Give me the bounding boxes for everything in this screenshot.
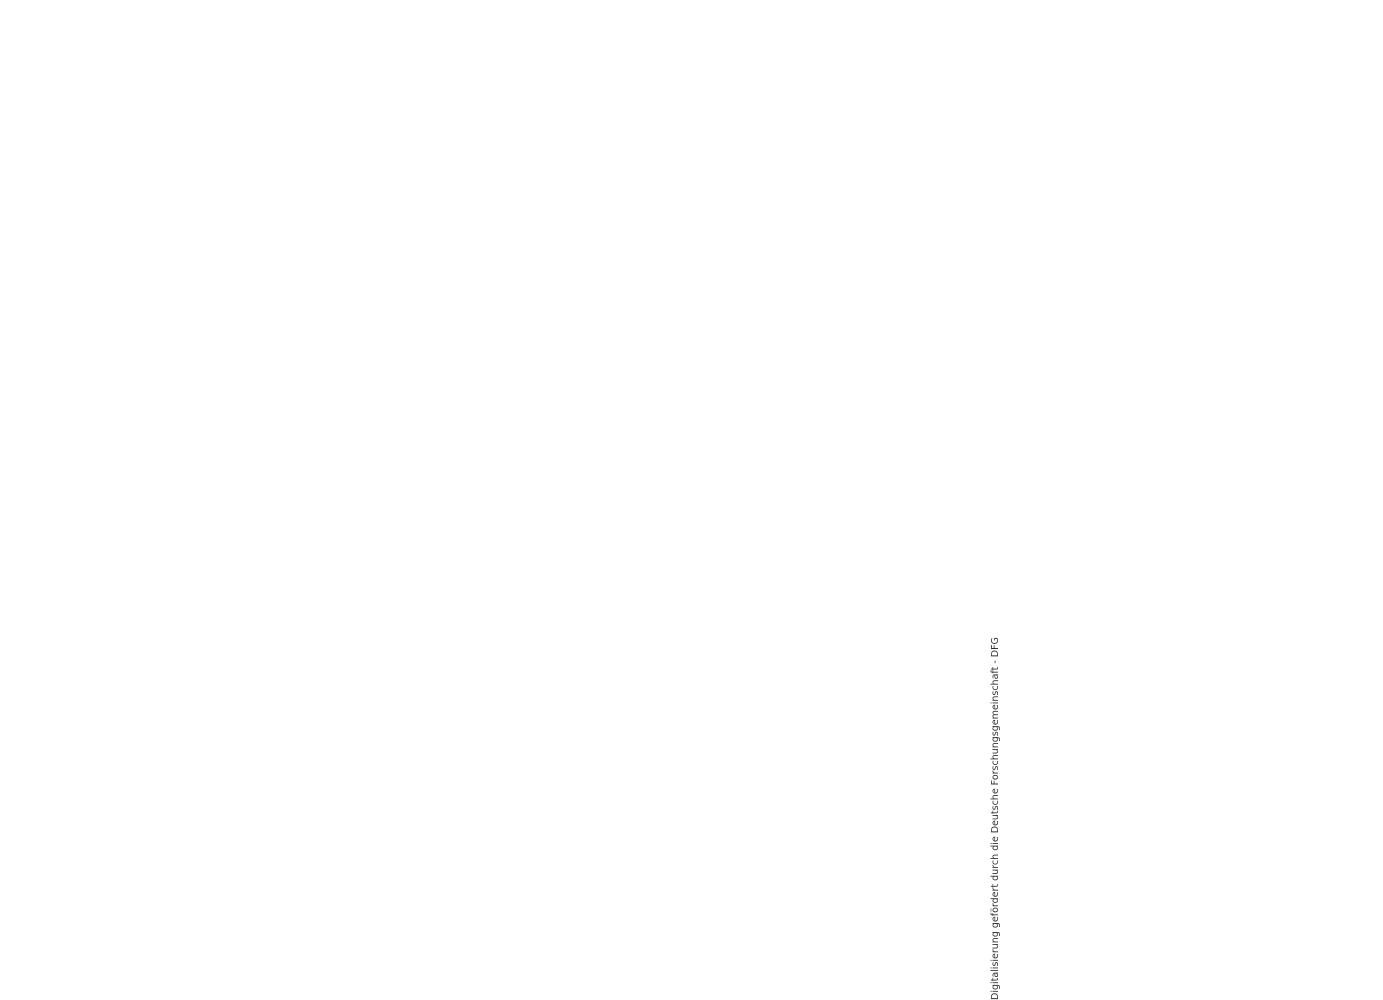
sidebar-wrap — [971, 0, 1001, 1000]
sidebar-credit: Digitalisierung gefördert durch die Deutsche Forschungsgemeinschaft - DFG — [990, 637, 1001, 1000]
